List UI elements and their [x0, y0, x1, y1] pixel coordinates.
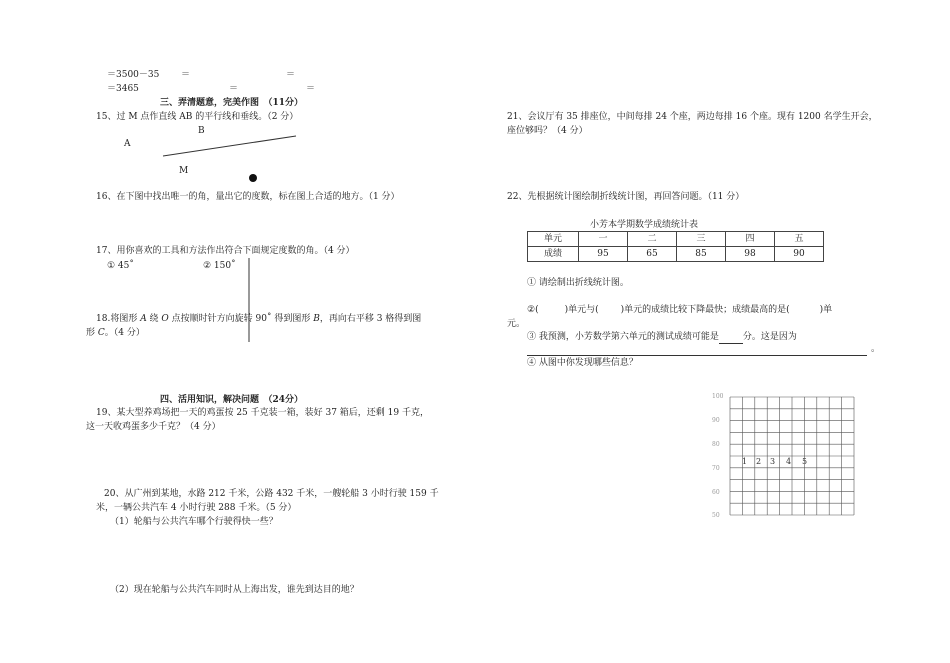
- header-cell: 单元: [528, 232, 579, 247]
- sub-question-4: ④ 从图中你发现哪些信息？: [527, 358, 638, 368]
- point-A-label: A: [124, 139, 131, 149]
- reason-line[interactable]: 。: [527, 343, 880, 356]
- section-3-title: 三、弄清题意，完美作图 （11分）: [160, 98, 304, 108]
- question-18-line-1: 18.将图形 A 绕 O 点按顺时针方向旋转 90˚ 得到图形 B，再向右平移 3 格得到图: [96, 314, 422, 324]
- header-cell: 五: [775, 232, 824, 247]
- header-cell: 四: [726, 232, 775, 247]
- table-header-row: [528, 232, 824, 247]
- grid-x-label: 4: [786, 457, 792, 466]
- question-20-line-1: 20、从广州到某地，水路 212 千米，公路 432 千米，一艘轮船 3 小时行驶 159 千: [104, 489, 439, 499]
- question-22: 22、先根据统计图绘制折线统计图，再回答问题。（11 分）: [507, 192, 745, 202]
- table-cell: 65: [628, 247, 677, 262]
- question-21-line-1: 21、会议厅有 35 排座位，中间每排 24 个座，两边每排 16 个座。现有 1200 名学生开会，: [507, 112, 878, 122]
- calc-line-2a: ＝3465: [107, 84, 139, 94]
- table-cell: 90: [775, 247, 824, 262]
- table-cell: 成绩: [528, 247, 579, 262]
- score-table: [527, 231, 824, 262]
- grid-x-label: 3: [770, 457, 776, 466]
- question-19-line-1: 19、某大型养鸡场把一天的鸡蛋按 25 千克装一箱，装好 37 箱后，还剩 19 千克，: [96, 408, 429, 418]
- grid-x-label: 1: [742, 457, 748, 466]
- table-cell: 95: [579, 247, 628, 262]
- sub-question-3: ③ 我预测，小芳数学第六单元的测试成绩可能是 分。这是因为: [527, 332, 797, 342]
- question-21-line-2: 座位够吗？（4 分）: [507, 126, 588, 136]
- grid-y-label: 90: [712, 417, 720, 424]
- point-B-label: B: [198, 126, 205, 136]
- question-18-line-2: 形 C。（4 分）: [86, 328, 145, 338]
- header-cell: 三: [677, 232, 726, 247]
- header-cell: 二: [628, 232, 677, 247]
- question-20-part-1: （1）轮船与公共汽车哪个行驶得快一些？: [110, 517, 278, 527]
- angle-150-label: ② 150˚: [203, 261, 236, 271]
- section-4-title: 四、活用知识，解决问题 （24分）: [160, 395, 304, 405]
- sub-question-1: ① 请绘制出折线统计图。: [527, 278, 629, 288]
- sub-question-2: ②( )单元与( )单元的成绩比较下降最快；成绩最高的是( )单: [527, 305, 833, 315]
- question-17: 17、用你喜欢的工具和方法作出符合下面规定度数的角。（4 分）: [96, 246, 355, 256]
- table-row: [528, 247, 824, 262]
- grid-y-label: 50: [712, 512, 720, 519]
- blank-chart-grid[interactable]: [730, 397, 854, 515]
- grid-x-label: 5: [802, 457, 808, 466]
- table-title: 小芳本学期数学成绩统计表: [590, 220, 699, 230]
- grid-y-label: 100: [712, 393, 724, 400]
- table-cell: 98: [726, 247, 775, 262]
- grid-y-label: 70: [712, 465, 720, 472]
- calc-line-1a: ＝3500－35: [107, 70, 160, 80]
- question-20-line-2: 米，一辆公共汽车 4 小时行驶 288 千米。（5 分）: [96, 503, 297, 513]
- point-M-label: M: [179, 166, 189, 176]
- angle-45-label: ① 45˚: [107, 261, 134, 271]
- grid-y-label: 80: [712, 441, 720, 448]
- question-16: 16、在下图中找出唯一的角，量出它的度数，标在图上合适的地方。（1 分）: [96, 192, 400, 202]
- header-cell: 一: [579, 232, 628, 247]
- question-15: 15、过 M 点作直线 AB 的平行线和垂线。（2 分）: [96, 112, 299, 122]
- calc-line-2c: ＝: [306, 84, 316, 94]
- grid-y-label: 60: [712, 489, 720, 496]
- point-M-dot: [249, 174, 257, 182]
- calc-line-2b: ＝: [229, 84, 239, 94]
- calc-line-1c: ＝: [286, 70, 296, 80]
- grid-x-label: 2: [756, 457, 762, 466]
- sub-question-2-end: 元。: [507, 319, 526, 329]
- question-20-part-2: （2）现在轮船与公共汽车同时从上海出发，谁先到达目的地？: [110, 585, 359, 595]
- table-cell: 85: [677, 247, 726, 262]
- line-AB: [163, 136, 296, 156]
- question-19-line-2: 这一天收鸡蛋多少千克？（4 分）: [86, 422, 221, 432]
- calc-line-1b: ＝: [181, 70, 191, 80]
